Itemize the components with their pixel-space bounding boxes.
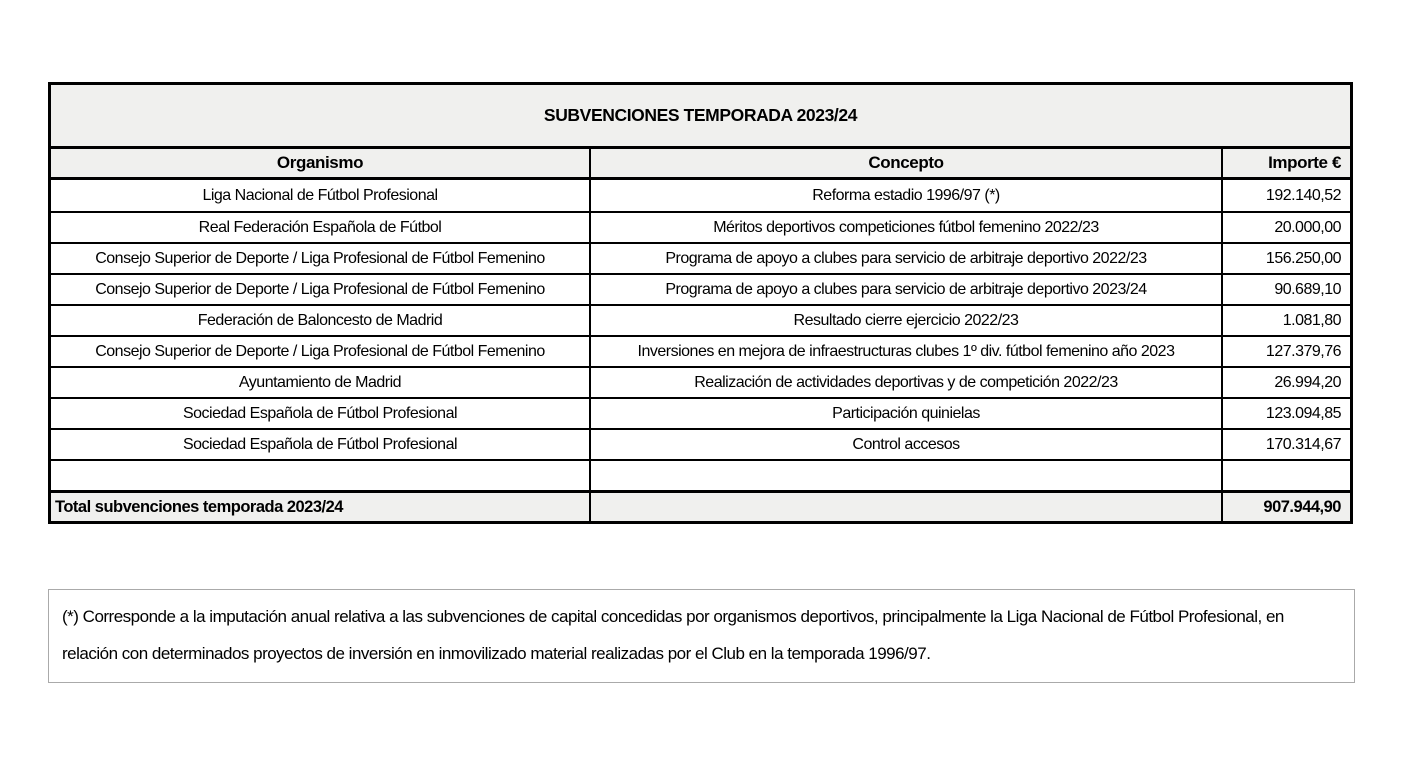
total-row — [51, 490, 1350, 521]
table-row — [51, 242, 1350, 273]
cell-concepto — [591, 461, 1223, 490]
cell-importe: 170.314,67 — [1265, 435, 1341, 453]
cell-importe: 1.081,80 — [1282, 311, 1341, 329]
table-body — [51, 180, 1350, 490]
total-concepto-cell — [591, 493, 1223, 521]
table-row — [51, 211, 1350, 242]
cell-organismo — [51, 461, 591, 490]
cell-concepto: Participación quinielas — [591, 399, 1223, 428]
table-row — [51, 366, 1350, 397]
cell-organismo: Federación de Baloncesto de Madrid — [51, 306, 591, 335]
table-row — [51, 304, 1350, 335]
cell-importe: 90.689,10 — [1274, 280, 1341, 298]
table-row — [51, 180, 1350, 211]
cell-concepto: Inversiones en mejora de infraestructuras clubes 1º div. fútbol femenino año 2023 — [591, 337, 1223, 366]
cell-concepto: Programa de apoyo a clubes para servicio de arbitraje deportivo 2023/24 — [591, 275, 1223, 304]
cell-concepto: Programa de apoyo a clubes para servicio de arbitraje deportivo 2022/23 — [591, 244, 1223, 273]
footnote: (*) Corresponde a la imputación anual relativa a las subvenciones de capital concedidas por organismos deportivos, principalmente la Liga Nacional de Fútbol Profesional, en relación con determinados proyectos de inversión en inmovilizado material realizadas por el Club en la temporada 1996/97. — [48, 589, 1355, 683]
cell-concepto: Resultado cierre ejercicio 2022/23 — [591, 306, 1223, 335]
subventions-table — [48, 82, 1353, 524]
cell-organismo: Sociedad Española de Fútbol Profesional — [51, 399, 591, 428]
column-header-organismo: Organismo — [51, 149, 591, 177]
column-header-concepto: Concepto — [591, 149, 1223, 177]
cell-organismo: Consejo Superior de Deporte / Liga Profesional de Fútbol Femenino — [51, 337, 591, 366]
cell-organismo: Sociedad Española de Fútbol Profesional — [51, 430, 591, 459]
table-title: SUBVENCIONES TEMPORADA 2023/24 — [51, 85, 1350, 149]
cell-concepto: Realización de actividades deportivas y de competición 2022/23 — [591, 368, 1223, 397]
cell-importe: 123.094,85 — [1265, 404, 1341, 422]
cell-organismo: Consejo Superior de Deporte / Liga Profesional de Fútbol Femenino — [51, 275, 591, 304]
total-importe: 907.944,90 — [1263, 497, 1341, 516]
table-row — [51, 428, 1350, 459]
table-row — [51, 397, 1350, 428]
cell-importe: 156.250,00 — [1265, 249, 1341, 267]
column-header-importe: Importe € — [1268, 153, 1341, 172]
cell-importe — [1223, 461, 1350, 490]
table-header-row — [51, 149, 1350, 180]
cell-organismo: Real Federación Española de Fútbol — [51, 213, 591, 242]
table-row — [51, 273, 1350, 304]
cell-organismo: Consejo Superior de Deporte / Liga Profesional de Fútbol Femenino — [51, 244, 591, 273]
cell-concepto: Méritos deportivos competiciones fútbol femenino 2022/23 — [591, 213, 1223, 242]
cell-organismo: Ayuntamiento de Madrid — [51, 368, 591, 397]
cell-concepto: Control accesos — [591, 430, 1223, 459]
cell-importe: 20.000,00 — [1274, 218, 1341, 236]
table-row — [51, 335, 1350, 366]
cell-importe: 127.379,76 — [1265, 342, 1341, 360]
cell-organismo: Liga Nacional de Fútbol Profesional — [51, 180, 591, 211]
cell-importe: 192.140,52 — [1265, 186, 1341, 204]
total-label: Total subvenciones temporada 2023/24 — [51, 493, 591, 521]
table-row — [51, 459, 1350, 490]
cell-importe: 26.994,20 — [1274, 373, 1341, 391]
cell-concepto: Reforma estadio 1996/97 (*) — [591, 180, 1223, 211]
